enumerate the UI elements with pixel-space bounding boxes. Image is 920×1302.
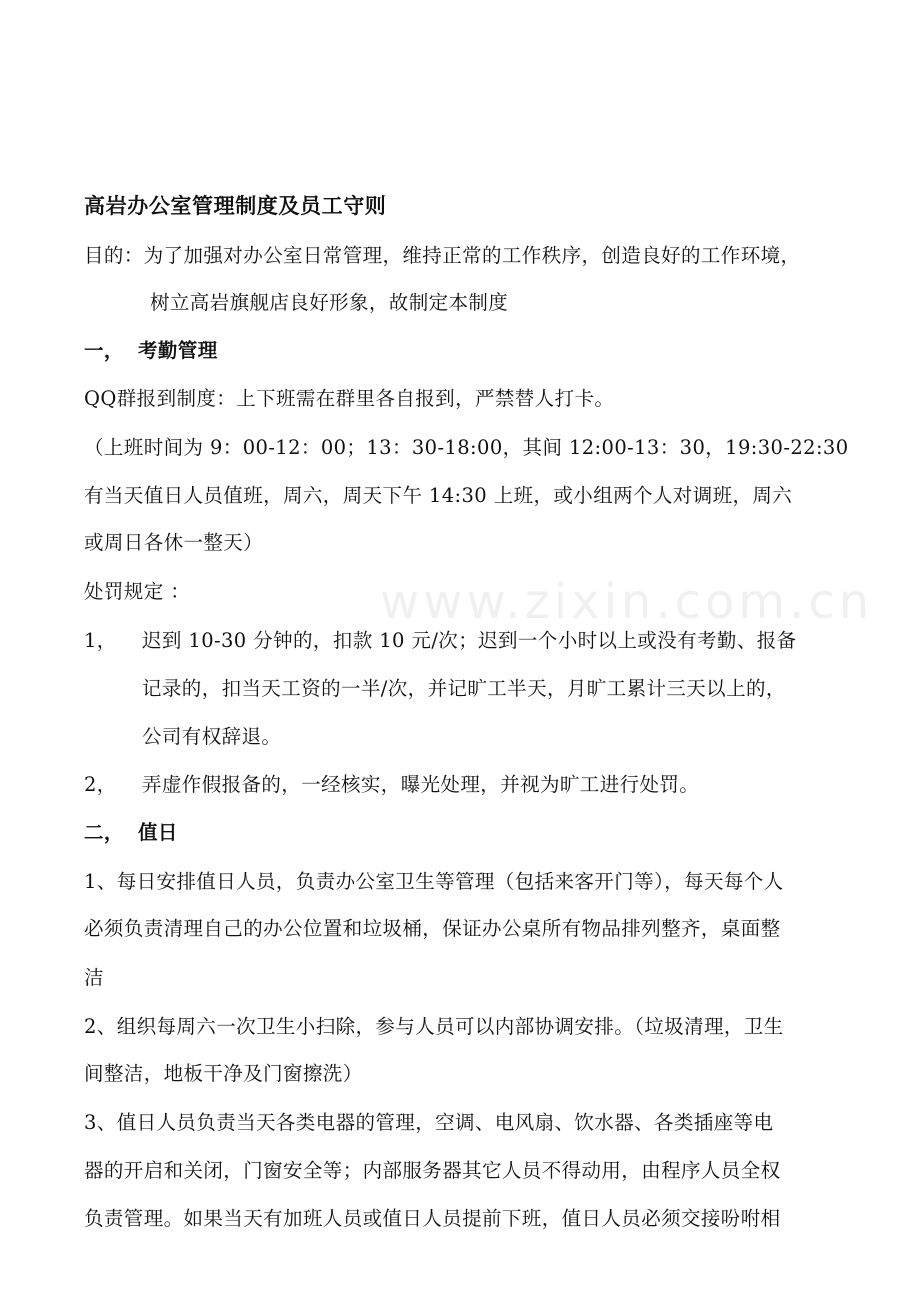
qq-checkin-rule: QQ群报到制度：上下班需在群里各自报到，严禁替人打卡。 [84, 387, 615, 410]
purpose-line-1: 目的：为了加强对办公室日常管理，维持正常的工作秩序，创造良好的工作环境， [84, 244, 801, 267]
penalty-item-1-line-1: 迟到 10-30 分钟的，扣款 10 元/次；迟到一个小时以上或没有考勤、报备 [142, 629, 797, 652]
duty-3-line-2: 器的开启和关闭，门窗安全等；内部服务器其它人员不得动用，由程序人员全权 [84, 1159, 781, 1182]
duty-1-line-3: 洁 [84, 966, 104, 989]
penalty-label: 处罚规定 ： [84, 580, 191, 603]
penalty-item-1 [84, 628, 797, 654]
schedule-line-2: 有当天值日人员值班，周六，周天下午 14:30 上班，或小组两个人对调班，周六 [84, 484, 793, 507]
section-1-title: 考勤管理 [138, 339, 218, 362]
penalty-item-2 [84, 772, 699, 798]
section-2-heading [84, 820, 178, 846]
document-title: 高岩办公室管理制度及员工守则 [84, 193, 387, 218]
duty-2-line-2: 间整洁，地板干净及门窗擦洗） [84, 1062, 363, 1085]
penalty-item-2-line-1: 弄虚作假报备的，一经核实，曝光处理，并视为旷工进行处罚。 [142, 773, 700, 796]
penalty-item-1-line-3: 公司有权辞退。 [142, 725, 282, 748]
section-1-heading [84, 338, 218, 364]
schedule-line-3: 或周日各休一整天） [84, 531, 264, 554]
duty-3-line-1: 3、值日人员负责当天各类电器的管理，空调、电风扇、饮水器、各类插座等电 [84, 1111, 774, 1134]
penalty-item-1-line-2: 记录的，扣当天工资的一半/次，并记旷工半天，月旷工累计三天以上的， [142, 677, 786, 700]
section-1-number: 一， [84, 339, 124, 362]
purpose-line-2: 树立高岩旗舰店良好形象，故制定本制度 [150, 291, 509, 314]
section-2-number: 二， [84, 821, 124, 844]
penalty-item-1-number: 1， [84, 629, 117, 652]
duty-2-line-1: 2、组织每周六一次卫生小扫除，参与人员可以内部协调安排。（垃圾清理，卫生 [84, 1015, 784, 1038]
duty-1-line-1: 1、每日安排值日人员，负责办公室卫生等管理（包括来客开门等），每天每个人 [84, 870, 784, 893]
penalty-item-2-number: 2， [84, 773, 117, 796]
duty-1-line-2: 必须负责清理自己的办公位置和垃圾桶，保证办公桌所有物品排列整齐，桌面整 [84, 917, 781, 940]
section-2-title: 值日 [138, 821, 178, 844]
duty-3-line-3: 负责管理。如果当天有加班人员或值日人员提前下班，值日人员必须交接吩咐相 [84, 1207, 781, 1230]
schedule-line-1: （上班时间为 9：00-12：00；13：30-18:00，其间 12:00-13：30，19:30-22:30 [84, 436, 849, 459]
watermark: www.zixin.com.cn [380, 574, 874, 630]
